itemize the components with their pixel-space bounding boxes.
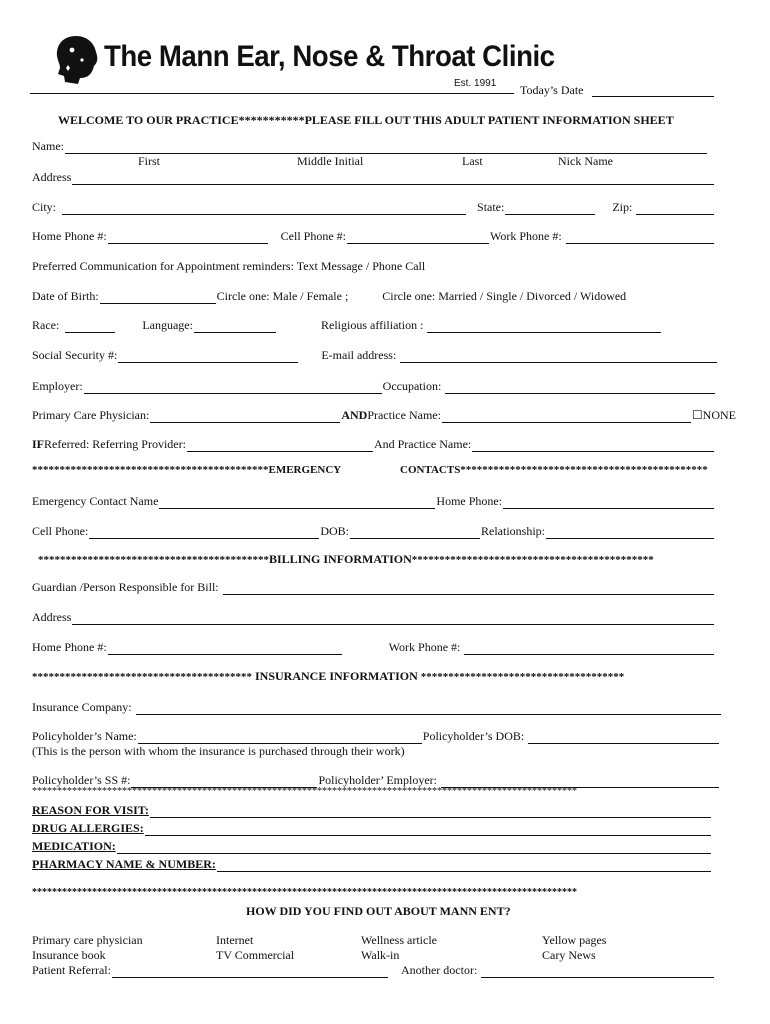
insurance-company-label: Insurance Company: — [32, 700, 132, 714]
clinic-logo — [52, 34, 100, 86]
dob-field[interactable] — [100, 291, 216, 304]
pcp-row — [32, 408, 736, 423]
name-part-last: Last — [462, 154, 483, 168]
name-label: Name: — [32, 139, 64, 153]
another-doctor-label[interactable]: Another doctor: — [400, 963, 478, 977]
ssn-field[interactable] — [118, 350, 298, 363]
phones-row — [32, 229, 715, 244]
insurance-banner-title: INSURANCE INFORMATION — [255, 669, 418, 683]
emergency-dob-label: DOB: — [320, 524, 350, 538]
billing-address-row — [32, 610, 715, 625]
guardian-row — [32, 580, 715, 595]
reason-label: REASON FOR VISIT: — [32, 803, 149, 817]
work-phone-label: Work Phone #: — [490, 229, 562, 243]
address-field[interactable] — [72, 172, 714, 185]
emergency-cell-label: Cell Phone: — [32, 524, 89, 538]
billing-work-phone-label: Work Phone #: — [388, 640, 461, 654]
race-row — [32, 318, 740, 333]
allergies-row — [32, 821, 712, 836]
allergies-field[interactable] — [145, 823, 711, 836]
policyholder-dob-label: Policyholder’s DOB: — [422, 729, 525, 743]
reason-field[interactable] — [150, 805, 711, 818]
billing-banner — [38, 552, 738, 567]
insurance-banner-right: ************************************* — [420, 671, 625, 683]
referring-provider-field[interactable] — [187, 439, 373, 452]
policyholder-name-label: Policyholder’s Name: — [32, 729, 137, 743]
billing-banner-title: BILLING INFORMATION — [269, 552, 412, 566]
email-field[interactable] — [400, 350, 717, 363]
emergency-home-phone-field[interactable] — [503, 496, 714, 509]
religion-field[interactable] — [427, 320, 661, 333]
relationship-label: Relationship: — [481, 524, 546, 538]
head-silhouette-icon — [52, 34, 100, 86]
emergency-banner-right: CONTACTS********************************************* — [400, 464, 708, 476]
work-phone-field[interactable] — [566, 231, 714, 244]
insurance-banner-left: **************************************** — [32, 671, 252, 683]
city-row — [32, 200, 715, 215]
another-doctor-field[interactable] — [481, 965, 714, 978]
option-internet[interactable]: Internet — [216, 933, 254, 947]
option-yellow-pages[interactable]: Yellow pages — [542, 933, 607, 947]
billing-home-phone-label: Home Phone #: — [32, 640, 107, 654]
medication-label: MEDICATION: — [32, 839, 116, 853]
referral-provider-row — [32, 437, 715, 452]
medication-row — [32, 839, 712, 854]
option-insurance-book[interactable]: Insurance book — [32, 948, 106, 962]
referral-stars-divider: ************************************************************************************************************* — [32, 887, 577, 898]
header-rule — [30, 93, 514, 94]
insurance-stars-divider: ************************************************************************************************************* — [32, 786, 577, 797]
referral-col4 — [542, 933, 606, 963]
emergency-home-phone-label: Home Phone: — [436, 494, 503, 508]
name-part-first: First — [138, 154, 161, 168]
patient-referral-field[interactable] — [112, 965, 388, 978]
name-part-nick: Nick Name — [558, 154, 613, 168]
language-field[interactable] — [194, 320, 276, 333]
state-field[interactable] — [505, 202, 595, 215]
occupation-label: Occupation: — [382, 379, 442, 393]
option-walk-in[interactable]: Walk-in — [361, 948, 400, 962]
referral-col2 — [216, 933, 294, 963]
name-field[interactable] — [65, 141, 707, 154]
policyholder-name-row — [32, 729, 720, 744]
gender-circle[interactable]: Circle one: Male / Female ; — [216, 289, 349, 303]
and-practice-name-label: And Practice Name: — [373, 437, 472, 451]
billing-address-field[interactable] — [72, 612, 714, 625]
insurance-company-field[interactable] — [136, 702, 721, 715]
race-field[interactable] — [65, 320, 115, 333]
emergency-dob-field[interactable] — [350, 526, 480, 539]
patient-referral-label[interactable]: Patient Referral: — [32, 963, 111, 977]
ssn-row — [32, 348, 718, 363]
emergency-cell-row — [32, 524, 715, 539]
welcome-banner: WELCOME TO OUR PRACTICE***********PLEASE FILL OUT THIS ADULT PATIENT INFORMATION SHEET — [58, 113, 674, 127]
dob-row — [32, 289, 740, 304]
option-wellness-article[interactable]: Wellness article — [361, 933, 438, 947]
relationship-field[interactable] — [546, 526, 714, 539]
policyholder-note: (This is the person with whom the insurance is purchased through their work) — [32, 744, 405, 758]
city-label: City: — [32, 200, 57, 214]
cell-phone-field[interactable] — [347, 231, 489, 244]
practice-name-label: Practice Name: — [367, 408, 441, 422]
language-label: Language: — [142, 318, 193, 332]
policyholder-employer-label: Policyholder’ Employer: — [318, 773, 437, 787]
allergies-label: DRUG ALLERGIES: — [32, 821, 144, 835]
pcp-label: Primary Care Physician: — [32, 408, 150, 422]
and-label: AND — [341, 408, 368, 422]
referral-title: HOW DID YOU FIND OUT ABOUT MANN ENT? — [246, 904, 511, 918]
zip-label: Zip: — [612, 200, 633, 214]
reason-row — [32, 803, 712, 818]
referral-col1 — [32, 933, 143, 963]
billing-phones-row — [32, 640, 715, 655]
email-label: E-mail address: — [321, 348, 397, 362]
home-phone-label: Home Phone #: — [32, 229, 107, 243]
emergency-contact-label: Emergency Contact Name — [32, 494, 159, 508]
dob-label: Date of Birth: — [32, 289, 99, 303]
billing-banner-left: ****************************************** — [38, 554, 269, 566]
state-label: State: — [477, 200, 505, 214]
medication-field[interactable] — [117, 841, 711, 854]
employer-row — [32, 379, 716, 394]
zip-field[interactable] — [636, 202, 714, 215]
marital-circle[interactable]: Circle one: Married / Single / Divorced / Widowed — [382, 289, 627, 303]
option-cary-news[interactable]: Cary News — [542, 948, 596, 962]
cell-phone-label: Cell Phone #: — [280, 229, 347, 243]
pharmacy-label: PHARMACY NAME & NUMBER: — [32, 857, 216, 871]
practice-name-field[interactable] — [442, 410, 691, 423]
billing-banner-right: ******************************************** — [411, 554, 654, 566]
option-primary-care[interactable]: Primary care physician — [32, 933, 143, 947]
pharmacy-row — [32, 857, 712, 872]
todays-date-label: Today’s Date — [520, 83, 584, 97]
emergency-contact-field[interactable] — [159, 496, 435, 509]
name-row — [32, 139, 708, 154]
referral-col3 — [361, 933, 437, 963]
billing-work-phone-field[interactable] — [464, 642, 714, 655]
preferred-communication: Preferred Communication for Appointment reminders: Text Message / Phone Call — [32, 259, 426, 273]
home-phone-field[interactable] — [108, 231, 268, 244]
billing-address-label: Address — [32, 610, 72, 624]
clinic-name: The Mann Ear, Nose & Throat Clinic — [104, 40, 555, 73]
city-field[interactable] — [62, 202, 466, 215]
patient-referral-row — [32, 963, 715, 978]
policyholder-ss-label: Policyholder’s SS #: — [32, 773, 131, 787]
ssn-label: Social Security #: — [32, 348, 118, 362]
insurance-company-row — [32, 700, 722, 715]
address-label: Address — [32, 170, 72, 184]
pcp-field[interactable] — [150, 410, 340, 423]
policyholder-name-field[interactable] — [138, 731, 422, 744]
referring-practice-field[interactable] — [472, 439, 714, 452]
if-label: IF — [32, 437, 44, 451]
todays-date-field[interactable] — [592, 84, 714, 97]
established-year: Est. 1991 — [454, 78, 497, 89]
pharmacy-field[interactable] — [217, 859, 711, 872]
emergency-contact-row — [32, 494, 715, 509]
option-tv-commercial[interactable]: TV Commercial — [216, 948, 295, 962]
occupation-field[interactable] — [445, 381, 715, 394]
none-checkbox[interactable]: ☐NONE — [691, 408, 736, 422]
employer-field[interactable] — [84, 381, 382, 394]
employer-label: Employer: — [32, 379, 83, 393]
policyholder-dob-field[interactable] — [528, 731, 719, 744]
race-label: Race: — [32, 318, 60, 332]
name-part-middle: Middle Initial — [297, 154, 364, 168]
emergency-cell-field[interactable] — [89, 526, 319, 539]
guardian-label: Guardian /Person Responsible for Bill: — [32, 580, 219, 594]
insurance-banner — [32, 669, 722, 684]
address-row — [32, 170, 715, 185]
religion-label: Religious affiliation : — [320, 318, 424, 332]
guardian-field[interactable] — [223, 582, 714, 595]
referring-provider-label: Referred: Referring Provider: — [44, 437, 186, 451]
billing-home-phone-field[interactable] — [108, 642, 342, 655]
emergency-banner-left: *******************************************EMERGENCY — [32, 464, 342, 476]
